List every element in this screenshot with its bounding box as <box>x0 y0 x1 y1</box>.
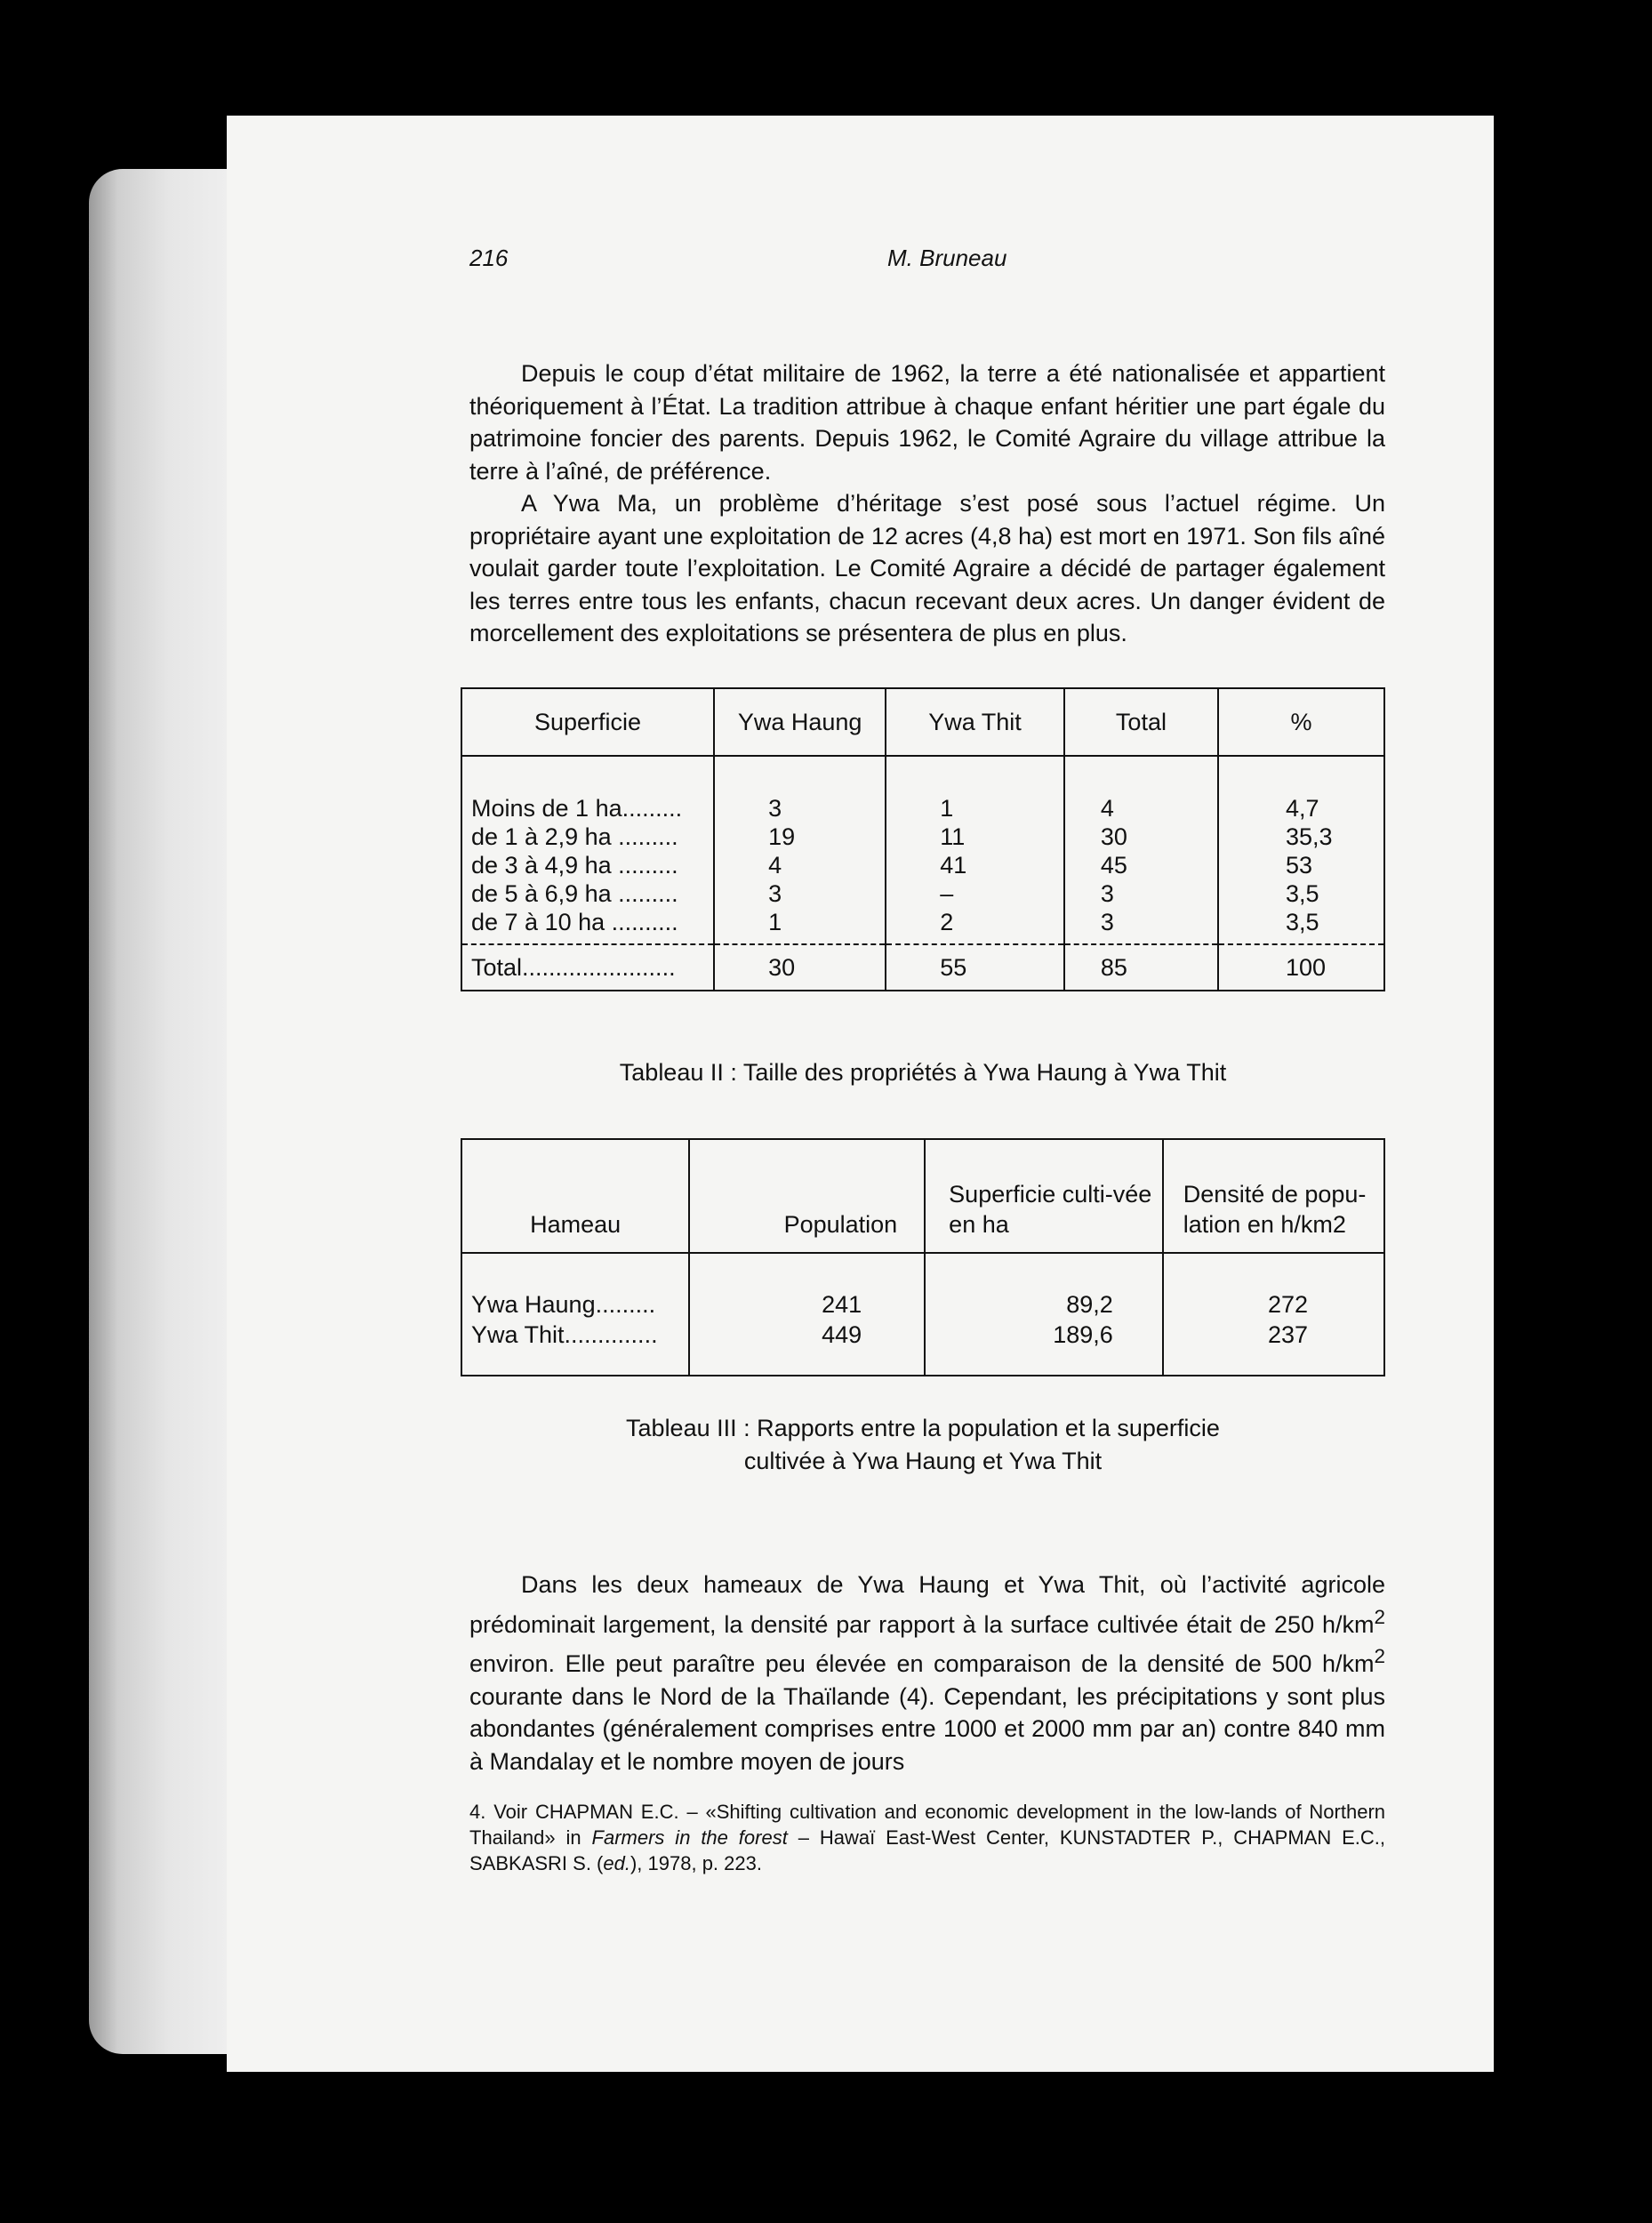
table-cell: Total....................... <box>461 944 714 991</box>
text-run: Dans les deux hameaux de Ywa Haung et Ywa Thit, où l’activité agricole prédominait largement, la densité par rapport à la surface cultivée était de 250 h/km <box>469 1571 1385 1638</box>
table-cell: 449 <box>689 1320 925 1376</box>
paragraph: A Ywa Ma, un problème d’héritage s’est posé sous l’actuel régime. Un propriétaire ayant une exploitation de 12 acres (4,8 ha) est mort en 1971. Son fils aîné voulait garder toute l’exploitation. Le Comité Agraire a décidé de partager également les terres entre tous les enfants, chacun recevant deux acres. Un danger évident de morcellement des exploitations se présentera de plus en plus. <box>469 490 1385 646</box>
intro-text <box>469 357 1385 650</box>
closing-text <box>469 1569 1385 1778</box>
table-cell: 55 <box>886 944 1064 991</box>
table-cell: 35,3 <box>1218 823 1384 851</box>
column-header: Superficie <box>461 688 714 756</box>
footnote-text: ), 1978, p. 223. <box>630 1852 762 1874</box>
footnote <box>469 1799 1385 1876</box>
table-cell: 30 <box>1064 823 1218 851</box>
column-header: Ywa Haung <box>714 688 886 756</box>
column-header: Population <box>689 1139 925 1253</box>
table-cell: 2 <box>886 908 1064 944</box>
footnote-title: Farmers in the forest <box>591 1826 788 1849</box>
superscript: 2 <box>1374 1645 1385 1667</box>
table-header-row <box>461 1139 1384 1253</box>
footnote-text: 4. Voir CHAPMAN E.C. – «Shifting cultivation and economic development in the low-lands of Northern Thailand» in <box>469 1801 1385 1849</box>
table-cell: 3,5 <box>1218 879 1384 908</box>
column-header: Superficie culti-vée en ha <box>925 1139 1163 1253</box>
table-cell: 45 <box>1064 851 1218 879</box>
table-row <box>461 851 1384 879</box>
table-cell: 89,2 <box>925 1289 1163 1320</box>
caption-line: cultivée à Ywa Haung et Ywa Thit <box>743 1448 1103 1474</box>
table-cell: 41 <box>886 851 1064 879</box>
table-cell: 4,7 <box>1218 794 1384 823</box>
table-cell: 85 <box>1064 944 1218 991</box>
table-cell: 19 <box>714 823 886 851</box>
paragraph <box>469 1569 1385 1778</box>
table-caption: Tableau II : Taille des propriétés à Ywa Haung à Ywa Thit <box>619 1059 1227 1086</box>
page-edge-stack <box>89 169 249 2054</box>
table-caption <box>461 1412 1385 1478</box>
table-cell: 3 <box>714 879 886 908</box>
table-cell: 53 <box>1218 851 1384 879</box>
table-cell: 3 <box>714 794 886 823</box>
table-row <box>461 1320 1384 1376</box>
table-cell: de 7 à 10 ha .......... <box>461 908 714 944</box>
table-cell: 3,5 <box>1218 908 1384 944</box>
property-size-table <box>461 687 1385 991</box>
table-cell: Moins de 1 ha......... <box>461 794 714 823</box>
population-density-table <box>461 1138 1385 1376</box>
paragraph: Depuis le coup d’état militaire de 1962, la terre a été nationalisée et appartient théoriquement à l’État. La tradition attribue à chaque enfant héritier une part égale du patrimoine foncier des parents. Depuis 1962, le Comité Agraire du village attribue la terre à l’aîné, de préférence. <box>469 360 1385 485</box>
table-cell: Ywa Haung......... <box>461 1289 689 1320</box>
table-row <box>461 794 1384 823</box>
table-cell: 4 <box>714 851 886 879</box>
table-cell: 4 <box>1064 794 1218 823</box>
column-header: Densité de popu-lation en h/km2 <box>1163 1139 1384 1253</box>
table-row <box>461 1289 1384 1320</box>
footnote-ed: ed. <box>603 1852 630 1874</box>
table-cell: de 1 à 2,9 ha ......... <box>461 823 714 851</box>
table-row <box>461 823 1384 851</box>
caption-line: Tableau III : Rapports entre la population et la superficie <box>626 1415 1220 1441</box>
table-cell: 189,6 <box>925 1320 1163 1376</box>
table-cell: 11 <box>886 823 1064 851</box>
table-cell: 241 <box>689 1289 925 1320</box>
table-row <box>461 879 1384 908</box>
table-cell: 30 <box>714 944 886 991</box>
column-header: % <box>1218 688 1384 756</box>
table-cell: 1 <box>886 794 1064 823</box>
table-cell: – <box>886 879 1064 908</box>
table-header-row <box>461 688 1384 756</box>
column-header: Ywa Thit <box>886 688 1064 756</box>
table-cell: de 5 à 6,9 ha ......... <box>461 879 714 908</box>
table-cell: 237 <box>1163 1320 1384 1376</box>
text-run: environ. Elle peut paraître peu élevée en comparaison de la densité de 500 h/km <box>469 1650 1375 1677</box>
table-cell: 3 <box>1064 879 1218 908</box>
table-cell: de 3 à 4,9 ha ......... <box>461 851 714 879</box>
total-row <box>461 944 1384 991</box>
table-cell: 272 <box>1163 1289 1384 1320</box>
text-run: courante dans le Nord de la Thaïlande (4). Cependant, les précipitations y sont plus abondantes (généralement comprises entre 1000 et 2000 mm par an) contre 840 mm à Mandalay et le nombre moyen de jours <box>469 1682 1385 1775</box>
table-row <box>461 908 1384 944</box>
table-cell: 100 <box>1218 944 1384 991</box>
table-cell: 1 <box>714 908 886 944</box>
column-header: Hameau <box>461 1139 689 1253</box>
page-number: 216 <box>469 245 509 271</box>
superscript: 2 <box>1374 1605 1385 1628</box>
table-cell: 3 <box>1064 908 1218 944</box>
column-header: Total <box>1064 688 1218 756</box>
table-cell: Ywa Thit.............. <box>461 1320 689 1376</box>
running-head: M. Bruneau <box>887 245 1007 271</box>
footnote-text: – Hawaï East-West Center, KUNSTADTER P., CHAPMAN E.C., SABKASRI S. ( <box>469 1826 1385 1874</box>
